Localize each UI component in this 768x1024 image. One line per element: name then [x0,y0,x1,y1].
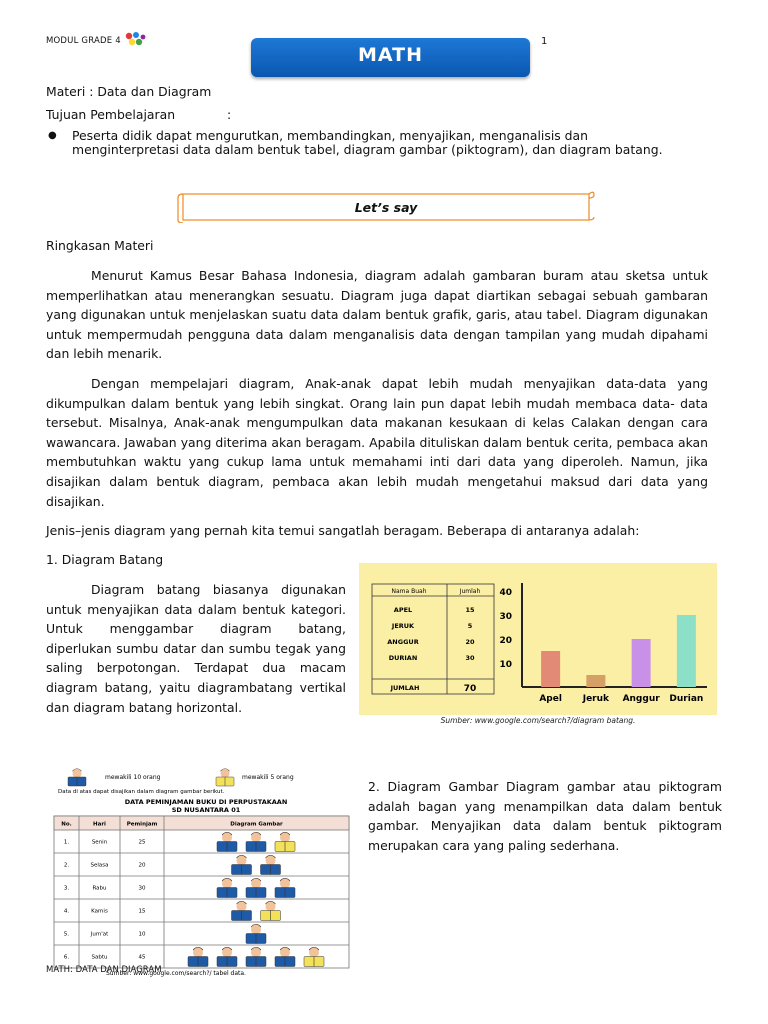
x-tick-label: Apel [539,694,562,704]
reader-head [251,833,261,843]
pictogram-source: Sumber: www.google.com/search?/ tabel data. [106,970,246,977]
reader-5-icon [216,768,234,786]
reader-head [237,902,247,912]
reader-10-icon [217,947,237,967]
pictogram-header: Diagram Gambar [230,821,283,828]
bullet-dot: ● [48,130,57,141]
bar-jeruk [586,675,605,687]
reader-head [251,925,261,935]
x-tick-label: Durian [669,694,704,704]
reader-head [251,948,261,958]
table-cell: 20 [465,638,475,646]
batang-heading: 1. Diagram Batang [46,552,164,567]
reader-10-icon [68,768,86,786]
reader-10-icon [246,878,266,898]
reader-head [266,856,276,866]
pictogram-no: 1. [63,839,70,846]
reader-head [73,769,82,778]
tujuan-colon: : [227,107,232,122]
bar-durian [677,615,696,687]
table-cell: APEL [393,606,413,614]
reader-10-icon [217,832,237,852]
legend-big: mewakili 10 orang [105,774,161,781]
paragraph-definition: Menurut Kamus Besar Bahasa Indonesia, diagram adalah gambaran buram atau sketsa untuk memperlihatkan atau menerangkan sesuatu. Diagram juga dapat diartikan sebagai sebuah gambaran yang digunakan untuk menjelaskan suatu data dalam bentuk grafik, garis, atau tabel. Diagram digunakan untuk mempermudah pengguna data dalam menganalisis data dengan tampilan yang mudah dipahami dan lebih menarik. [46,268,708,362]
table-cell: 30 [465,654,475,662]
piktogram-description: 2. Diagram Gambar Diagram gambar atau piktogram adalah bagan yang menampilkan data dalam bentuk gambar. Menyajikan data dalam bentuk piktogram merupakan cara yang paling sederhana. [368,779,722,853]
pictogram-peminjam: 20 [138,862,146,869]
reader-10-icon [188,947,208,967]
pictogram-header: No. [61,821,72,828]
pictogram-peminjam: 45 [138,954,146,961]
pictogram-hari: Rabu [92,885,107,892]
footer: MATH: DATA DAN DIAGRAM [46,965,162,975]
pictogram-peminjam: 25 [138,839,146,846]
reader-10-icon [275,947,295,967]
reader-10-icon [232,855,252,875]
bar-chart [359,563,717,715]
reader-head [280,833,290,843]
tujuan-label: Tujuan Pembelajaran [46,107,176,122]
reader-10-icon [246,924,266,944]
reader-head [222,879,232,889]
x-tick-label: Jeruk [582,694,610,704]
reader-head [222,948,232,958]
reader-10-icon [232,901,252,921]
reader-head [222,833,232,843]
pictogram-hari: Sabtu [91,954,108,961]
reader-5-icon [261,901,281,921]
pictogram-hari: Selasa [90,862,109,869]
table-cell: ANGGUR [387,638,419,646]
bar-chart-figure [359,563,717,715]
table-header: Nama Buah [391,588,427,595]
reader-head [309,948,319,958]
table-total-label: JUMLAH [390,684,420,692]
x-tick-label: Anggur [622,694,660,704]
pictogram-no: 3. [63,885,70,892]
y-tick-label: 10 [499,660,512,670]
reader-10-icon [246,832,266,852]
reader-head [280,879,290,889]
reader-head [221,769,230,778]
chart-source: Sumber: www.google.com/search?/diagram batang. [440,716,636,725]
pictogram-title: DATA PEMINJAMAN BUKU DI PERPUSTAKAAN [124,798,288,806]
module-label: MODUL GRADE 4 [46,36,121,46]
reader-10-icon [275,878,295,898]
learning-objective: Peserta didik dapat mengurutkan, membandingkan, menyajikan, menganalisis dan menginterpretasi data dalam bentuk tabel, diagram gambar (piktogram), dan diagram batang. [72,128,663,157]
paragraph-types: Jenis–jenis diagram yang pernah kita temui sangatlah beragam. Beberapa di antaranya adalah: [46,523,640,538]
pictogram-hari: Kamis [91,908,108,915]
pictogram-no: 4. [63,908,70,915]
legend-small: mewakili 5 orang [242,774,294,781]
batang-description: Diagram batang biasanya digunakan untuk menyajikan data dalam bentuk kategori. Untuk menggambar diagram batang, diperlukan sumbu datar dan sumbu tegak yang saling berpotongan. Terdapat dua macam diagram batang, yaitu diagrambatang vertikal dan diagram batang horizontal. [46,582,346,715]
reader-head [266,902,276,912]
pictogram-subtitle: SD NUSANTARA 01 [171,806,241,814]
reader-10-icon [217,878,237,898]
pictogram-no: 5. [63,931,70,938]
pictogram-no: 6. [63,954,70,961]
reader-head [251,879,261,889]
table-cell: 15 [465,606,475,614]
reader-head [280,948,290,958]
pictogram-header: Hari [93,821,106,828]
pictogram-figure [46,763,352,979]
table-total: 70 [463,684,477,694]
table-cell: 5 [467,622,473,630]
materi-line: Materi : Data dan Diagram [46,84,212,99]
pictogram-peminjam: 30 [138,885,146,892]
y-tick-label: 30 [499,612,512,622]
pictogram-table [46,763,352,979]
pictogram-peminjam: 15 [138,908,146,915]
paragraph-benefit: Dengan mempelajari diagram, Anak-anak dapat lebih mudah menyajikan data-data yang dikumpulkan dalam bentuk yang lebih singkat. Orang lain pun dapat lebih mudah membaca data- data tersebut. Misalnya, Anak-anak mengumpulkan data makanan kesukaan di kelas Calakan dengan cara wawancara. Jawaban yang diterima akan beragam. Apabila dituliskan dalam bentuk cerita, pembaca akan membutuhkan waktu yang cukup lama untuk memahami inti dari data yang diperoleh. Namun, jika disajikan dalam bentuk diagram, pembaca akan lebih mudah mengetahui maksud dari data yang disajikan. [46,376,708,509]
reader-5-icon [304,947,324,967]
table-header: Jumlah [459,588,481,595]
table-cell: JERUK [391,622,415,630]
pictogram-header: Peminjam [126,821,158,828]
pictogram-no: 2. [63,862,70,869]
pictogram-hari: Senin [91,839,108,846]
reader-5-icon [275,832,295,852]
reader-10-icon [261,855,281,875]
reader-10-icon [246,947,266,967]
pictogram-caption: Data di atas dapat disajikan dalam diagram gambar berikut. [58,789,225,795]
ringkasan-heading: Ringkasan Materi [46,238,154,253]
y-tick-label: 40 [499,588,512,598]
reader-head [237,856,247,866]
bar-apel [541,651,560,687]
letsay-heading: Let’s say [354,200,418,215]
table-cell: DURIAN [388,654,418,662]
pictogram-peminjam: 10 [138,931,146,938]
math-banner: MATH [251,38,530,77]
reader-head [193,948,203,958]
y-tick-label: 20 [499,636,512,646]
page-number: 1 [541,36,548,47]
pictogram-hari: Jum'at [90,931,109,938]
bar-anggur [632,639,651,687]
logo-icon [123,31,147,49]
